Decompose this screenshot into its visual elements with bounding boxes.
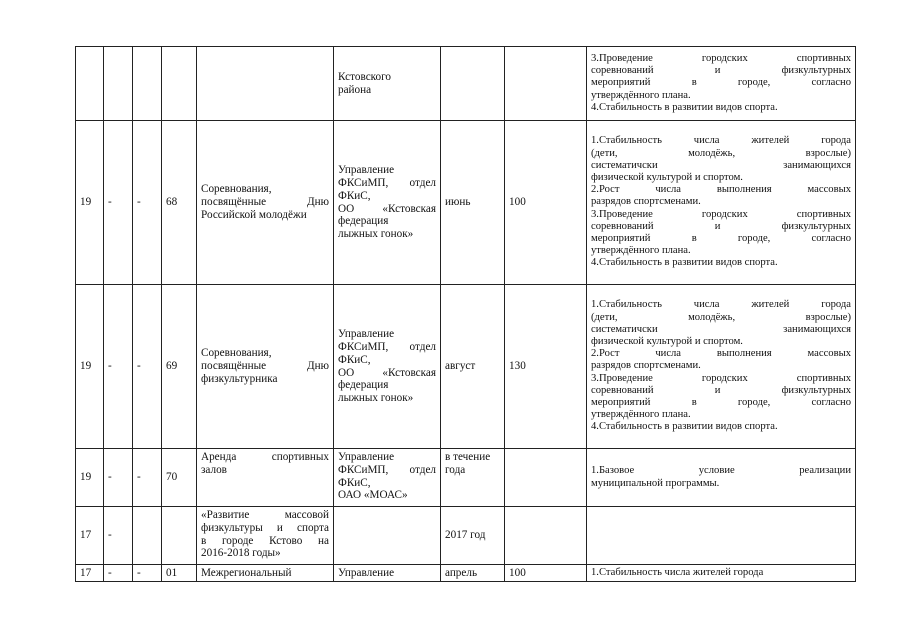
code-cell-c2 [104, 565, 133, 582]
organizer-line: Управление [338, 164, 395, 177]
code-cell-c3 [133, 507, 162, 565]
code-cell-c1 [76, 285, 104, 449]
period-cell [441, 121, 505, 285]
code-cell-c3 [133, 285, 162, 449]
event-name-line: Аренда спортивных [201, 451, 329, 463]
result-line: мероприятий в городе, согласно [591, 397, 851, 408]
organizer-line: лыжных гонок» [338, 392, 414, 405]
amount-value: 100 [509, 196, 526, 209]
code-value: 19 [80, 360, 92, 373]
code-cell-c3 [133, 47, 162, 121]
event-name-line: залов [201, 463, 227, 476]
code-cell-c1 [76, 121, 104, 285]
event-name-cell [197, 285, 334, 449]
code-value: 19 [80, 471, 92, 484]
code-cell-c4 [162, 449, 197, 507]
code-value: 17 [80, 566, 92, 579]
event-name-cell [197, 507, 334, 565]
code-cell-c4 [162, 47, 197, 121]
result-line: 4.Стабильность в развитии видов спорта. [591, 257, 778, 269]
code-cell-c2 [104, 47, 133, 121]
event-name-cell [197, 121, 334, 285]
code-value: - [108, 471, 112, 484]
code-value: 69 [166, 360, 178, 373]
result-line: 3.Проведение городских спортивных [591, 372, 851, 384]
result-line: утверждённого плана. [591, 409, 691, 421]
result-cell [587, 121, 856, 285]
amount-cell [505, 449, 587, 507]
code-cell-c4 [162, 565, 197, 582]
result-line: 1.Стабильность числа жителей города [591, 135, 851, 147]
result-line: утверждённого плана. [591, 89, 691, 101]
code-cell-c4 [162, 285, 197, 449]
code-cell-c4 [162, 121, 197, 285]
organizer-line: Управление [338, 451, 395, 463]
organizer-cell [334, 449, 441, 507]
period-value: август [445, 360, 476, 373]
event-name-line: Соревнования, [201, 183, 272, 196]
event-name-line: физкультуры и спорта [201, 521, 329, 534]
result-line: систематичски занимающихся [591, 323, 851, 335]
result-line: 4.Стабильность в развитии видов спорта. [591, 421, 778, 433]
code-value: - [137, 471, 141, 484]
code-value: 19 [80, 196, 92, 209]
code-value: - [108, 196, 112, 209]
code-value: - [137, 196, 141, 209]
period-value: в течение года [445, 451, 491, 476]
code-value: - [108, 566, 112, 579]
code-cell-c4 [162, 507, 197, 565]
organizer-line: ОАО «МОАС» [338, 489, 408, 502]
code-cell-c1 [76, 565, 104, 582]
code-cell-c1 [76, 449, 104, 507]
code-value: 17 [80, 529, 92, 542]
period-cell [441, 285, 505, 449]
event-name-cell [197, 449, 334, 507]
result-line: 4.Стабильность в развитии видов спорта. [591, 101, 778, 113]
code-cell-c2 [104, 121, 133, 285]
result-cell [587, 565, 856, 582]
result-line: 1.Стабильность числа жителей города [591, 566, 764, 578]
code-cell-c2 [104, 449, 133, 507]
amount-cell [505, 285, 587, 449]
result-line: мероприятий в городе, согласно [591, 233, 851, 244]
amount-cell [505, 565, 587, 582]
event-name-line: физкультурника [201, 372, 278, 385]
organizer-cell [334, 285, 441, 449]
organizer-line: ФКиС, [338, 353, 371, 366]
organizer-line: ФКСиМП, отдел [338, 463, 436, 476]
result-line: (дети, молодёжь, взрослые) [591, 147, 851, 159]
amount-cell [505, 507, 587, 565]
event-name-line: Межрегиональный [201, 567, 292, 579]
code-cell-c2 [104, 507, 133, 565]
organizer-cell [334, 565, 441, 582]
result-line: муниципальной программы. [591, 477, 720, 489]
result-cell [587, 47, 856, 121]
organizer-line: Управление [338, 567, 395, 579]
period-cell [441, 507, 505, 565]
amount-value: 100 [509, 567, 526, 579]
organizer-cell [334, 121, 441, 285]
event-name-cell [197, 565, 334, 582]
event-name-line: «Развитие массовой [201, 509, 329, 521]
organizer-line: ФКСиМП, отдел [338, 340, 436, 353]
result-line: разрядов спортсменами. [591, 196, 701, 208]
result-line: соревнований и физкультурных [591, 384, 851, 396]
result-line: 1.Стабильность числа жителей города [591, 299, 851, 311]
table-row [76, 47, 856, 121]
code-cell-c2 [104, 285, 133, 449]
organizer-line: федерация [338, 379, 389, 392]
result-line: физической культурой и спортом. [591, 171, 743, 183]
organizer-line: ФКСиМП, отдел [338, 176, 436, 189]
code-value: - [108, 529, 112, 542]
code-value: - [137, 566, 141, 579]
result-line: 2.Рост числа выполнения массовых [591, 184, 851, 196]
event-name-line: посвящённые Дню [201, 360, 329, 373]
table-row [76, 507, 856, 565]
table-row [76, 121, 856, 285]
result-line: соревнований и физкультурных [591, 220, 851, 232]
period-value: апрель [445, 567, 478, 579]
result-line: утверждённого плана. [591, 245, 691, 257]
code-value: - [108, 360, 112, 373]
code-cell-c1 [76, 47, 104, 121]
result-line: 3.Проведение городских спортивных [591, 208, 851, 220]
result-line: систематичски занимающихся [591, 159, 851, 171]
result-line: мероприятий в городе, согласно [591, 77, 851, 89]
code-value: 68 [166, 196, 178, 209]
event-name-line: в городе Кстово на [201, 534, 329, 547]
event-name-line: Соревнования, [201, 347, 272, 360]
organizer-line: Управление [338, 328, 395, 341]
result-line: разрядов спортсменами. [591, 360, 701, 372]
code-cell-c3 [133, 565, 162, 582]
code-cell-c3 [133, 121, 162, 285]
table-row [76, 565, 856, 582]
result-line: (дети, молодёжь, взрослые) [591, 311, 851, 323]
code-cell-c1 [76, 507, 104, 565]
period-value: 2017 год [445, 529, 486, 542]
result-line: 2.Рост числа выполнения массовых [591, 348, 851, 360]
result-line: физической культурой и спортом. [591, 335, 743, 347]
amount-cell [505, 121, 587, 285]
organizer-line: Кстовского [338, 70, 392, 83]
result-cell [587, 285, 856, 449]
result-cell [587, 507, 856, 565]
result-line: соревнований и физкультурных [591, 65, 851, 77]
amount-cell [505, 47, 587, 121]
organizer-line: ОО «Кстовская [338, 366, 436, 379]
event-name-line: посвящённые Дню [201, 196, 329, 209]
result-line: 1.Базовое условие реализации [591, 465, 851, 477]
period-cell [441, 449, 505, 507]
table-row [76, 285, 856, 449]
organizer-line: лыжных гонок» [338, 228, 414, 241]
code-cell-c3 [133, 449, 162, 507]
organizer-line: федерация [338, 215, 389, 228]
code-value: 01 [166, 566, 178, 579]
period-cell [441, 565, 505, 582]
table-body [76, 47, 856, 582]
result-cell [587, 449, 856, 507]
event-name-cell [197, 47, 334, 121]
organizer-line: района [338, 83, 372, 96]
amount-value: 130 [509, 360, 526, 373]
result-line: 3.Проведение городских спортивных [591, 52, 851, 64]
code-value: 70 [166, 471, 178, 484]
event-name-line: 2016-2018 годы» [201, 547, 281, 560]
organizer-line: ОО «Кстовская [338, 202, 436, 215]
period-value: июнь [445, 196, 471, 209]
event-name-line: Российской молодёжи [201, 208, 307, 221]
code-value: - [137, 360, 141, 373]
period-cell [441, 47, 505, 121]
table-row [76, 449, 856, 507]
program-table [75, 46, 856, 582]
organizer-cell [334, 47, 441, 121]
organizer-cell [334, 507, 441, 565]
organizer-line: ФКиС, [338, 476, 371, 489]
organizer-line: ФКиС, [338, 189, 371, 202]
